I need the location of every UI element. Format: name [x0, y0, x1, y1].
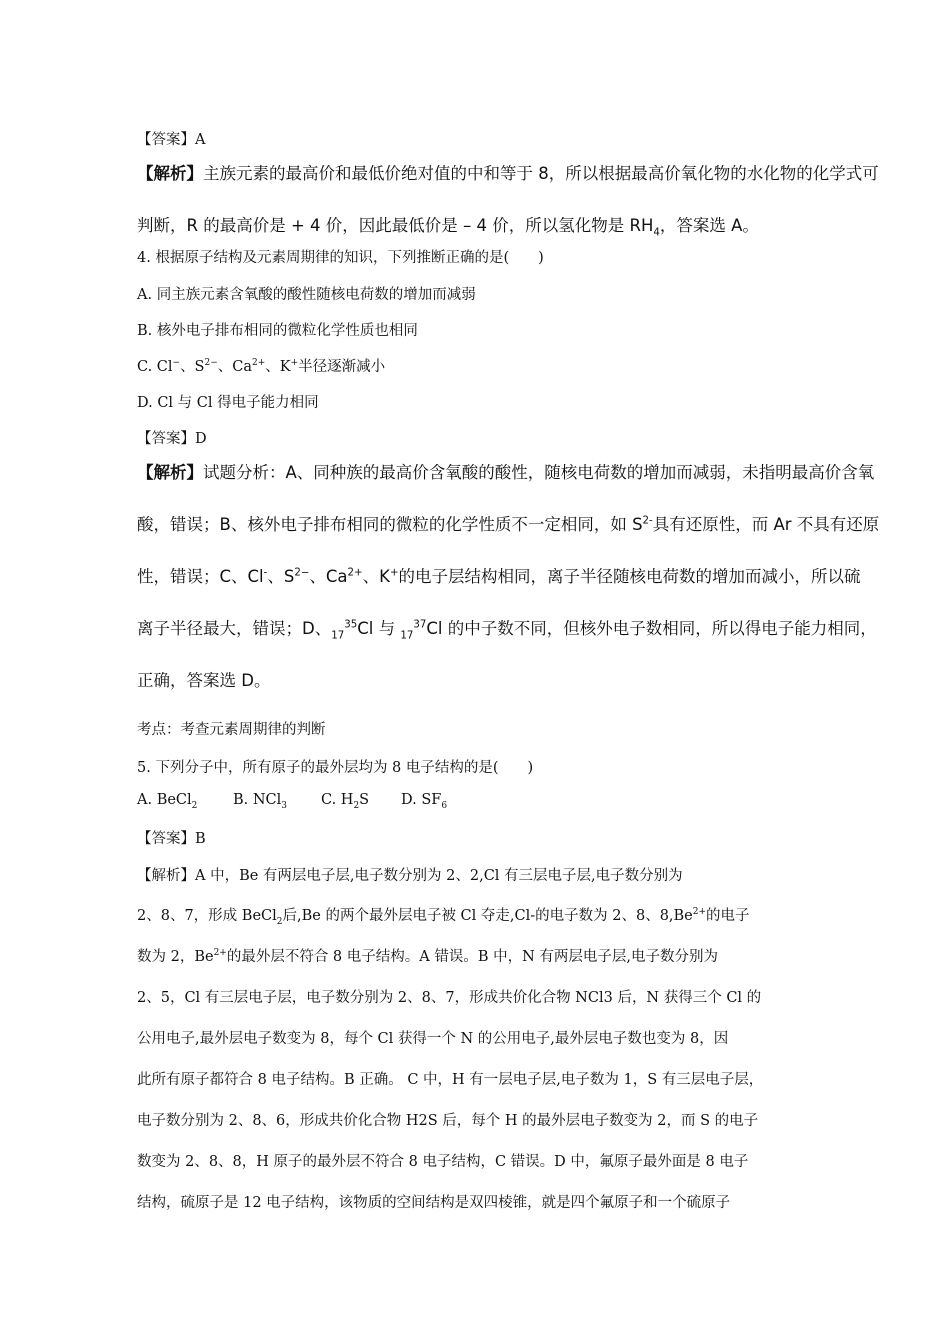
q5-explanation-line8: 数变为 2、8、8，H 原子的最外层不符合 8 电子结构，C 错误。D 中，氟原子最外面是 8 电子	[137, 1154, 749, 1170]
mass-number: 37	[413, 619, 427, 631]
superscript: -	[263, 567, 268, 579]
q5-explanation-line7: 电子数分别为 2、8、6，形成共价化合物 H2S 后，每个 H 的最外层电子数变为 2，而 S 的电子	[137, 1113, 759, 1129]
superscript: 2+	[347, 567, 363, 579]
text: 数为 2，Be	[137, 949, 214, 965]
q5-explanation-line9: 结构，硫原子是 12 电子结构，该物质的空间结构是双四棱锥，就是四个氟原子和一个硫原子	[137, 1195, 731, 1211]
q5-answer: 【答案】B	[137, 831, 206, 847]
text: 试题分析：A、同种族的最高价含氧酸的酸性，随核电荷数的增加而减弱，未指明最高价含氧	[203, 463, 875, 482]
text: C. Cl	[137, 359, 173, 375]
text: 主族元素的最高价和最低价绝对值的中和等于 8，所以根据最高价氧化物的水化物的化学式可	[203, 164, 879, 183]
text: ，答案选 A。	[659, 216, 759, 235]
q4-option-d: D. Cl 与 Cl 得电子能力相同	[137, 395, 319, 411]
q4-explanation-line5: 正确，答案选 D。	[137, 671, 271, 690]
subscript: 3	[281, 800, 288, 811]
q5-explanation-line5: 公用电子,最外层电子数变为 8，每个 Cl 获得一个 N 的公用电子,最外层电子数也变为 8，因	[137, 1031, 729, 1047]
mass-number: 35	[344, 619, 358, 631]
superscript: 2+	[692, 907, 707, 918]
superscript: 2−	[204, 358, 218, 369]
superscript: +	[290, 358, 299, 369]
q4-explanation-line4	[137, 615, 877, 642]
q5-explanation-line4: 2、5，Cl 有三层电子层，电子数分别为 2、8、7，形成共价化合物 NCl3 后，N 获得三个 Cl 的	[137, 990, 762, 1006]
q4-explanation-line3	[137, 563, 861, 587]
text: Cl 的中子数不同，但核外电子数相同，所以得电子能力相同，	[426, 619, 877, 638]
q4-stem: 4. 根据原子结构及元素周期律的知识，下列推断正确的是( )	[137, 250, 544, 266]
superscript: 2−	[294, 567, 310, 579]
q5-stem: 5. 下列分子中，所有原子的最外层均为 8 电子结构的是( )	[137, 760, 534, 776]
text: 、Ca	[217, 359, 252, 375]
superscript: +	[389, 567, 399, 579]
text: 性，错误；C、Cl	[137, 567, 264, 586]
q5-option-d	[401, 792, 448, 811]
text: 后,Be 的两个最外层电子被 Cl 夺走,Cl-的电子数为 2、8、8,Be	[282, 908, 693, 924]
text: 、K	[265, 359, 291, 375]
q4-answer: 【答案】D	[137, 431, 207, 447]
q4-explanation-line1	[137, 459, 874, 483]
text: 酸，错误；B、核外电子排布相同的微粒的化学性质不一定相同，如 S	[137, 515, 643, 534]
superscript: 2+	[252, 358, 266, 369]
atomic-number: 17	[400, 630, 414, 642]
subscript: 2	[191, 800, 198, 811]
text: 的电子层结构相同，离子半径随核电荷数的增加而减小，所以硫	[398, 567, 861, 586]
superscript: 2-	[642, 515, 653, 527]
text: 判断，R 的最高价是 + 4 价，因此最低价是 – 4 价，所以氢化物是 RH	[137, 216, 654, 235]
q5-explanation-line1: 【解析】A 中，Be 有两层电子层,电子数分别为 2、2,Cl 有三层电子层,电子数分别为	[137, 868, 683, 884]
superscript: 2+	[213, 948, 227, 959]
text: 、S	[180, 359, 205, 375]
text: A. BeCl	[137, 792, 192, 808]
text: 、S	[267, 567, 295, 586]
text: D. SF	[401, 792, 442, 808]
subscript: 6	[441, 800, 448, 811]
text: 的最外层不符合 8 电子结构。A 错误。B 中，N 有两层电子层,电子数分别为	[226, 949, 719, 965]
text: 2、8、7，形成 BeCl	[137, 908, 277, 924]
q5-option-a	[137, 792, 198, 811]
q5-explanation-line6: 此所有原子都符合 8 电子结构。B 正确。 C 中，H 有一层电子层,电子数为 1，S 有三层电子层，	[137, 1072, 764, 1088]
subscript: 2	[353, 800, 360, 811]
subscript: 4	[653, 227, 660, 239]
text: B. NCl	[233, 792, 282, 808]
q3-explanation-line2	[137, 212, 759, 239]
atomic-number: 17	[331, 630, 345, 642]
q5-explanation-line3	[137, 945, 718, 966]
superscript: −	[172, 358, 181, 369]
explanation-label: 【解析】	[137, 463, 203, 482]
q3-answer: 【答案】A	[137, 132, 206, 148]
q4-option-a: A. 同主族元素含氧酸的酸性随核电荷数的增加而减弱	[137, 287, 476, 303]
explanation-label: 【解析】	[137, 164, 203, 183]
text: 具有还原性，而 Ar 不具有还原	[652, 515, 880, 534]
q5-option-b	[233, 792, 288, 811]
q4-option-b: B. 核外电子排布相同的微粒化学性质也相同	[137, 323, 418, 339]
text: 的电子	[706, 908, 750, 924]
q4-kaodian: 考点：考查元素周期律的判断	[137, 722, 326, 738]
q4-option-c	[137, 355, 385, 376]
text: Cl 与	[357, 619, 401, 638]
text: 半径逐渐减小	[298, 359, 386, 375]
text: 、K	[362, 567, 390, 586]
q5-explanation-line2	[137, 904, 750, 925]
text: S	[359, 792, 370, 808]
text: 离子半径最大，错误；D、	[137, 619, 332, 638]
q5-option-c	[321, 792, 370, 811]
text: C. H	[321, 792, 354, 808]
text: 、Ca	[309, 567, 348, 586]
q4-explanation-line2	[137, 511, 879, 535]
subscript: 2	[276, 916, 283, 927]
q3-explanation-line1	[137, 160, 879, 184]
